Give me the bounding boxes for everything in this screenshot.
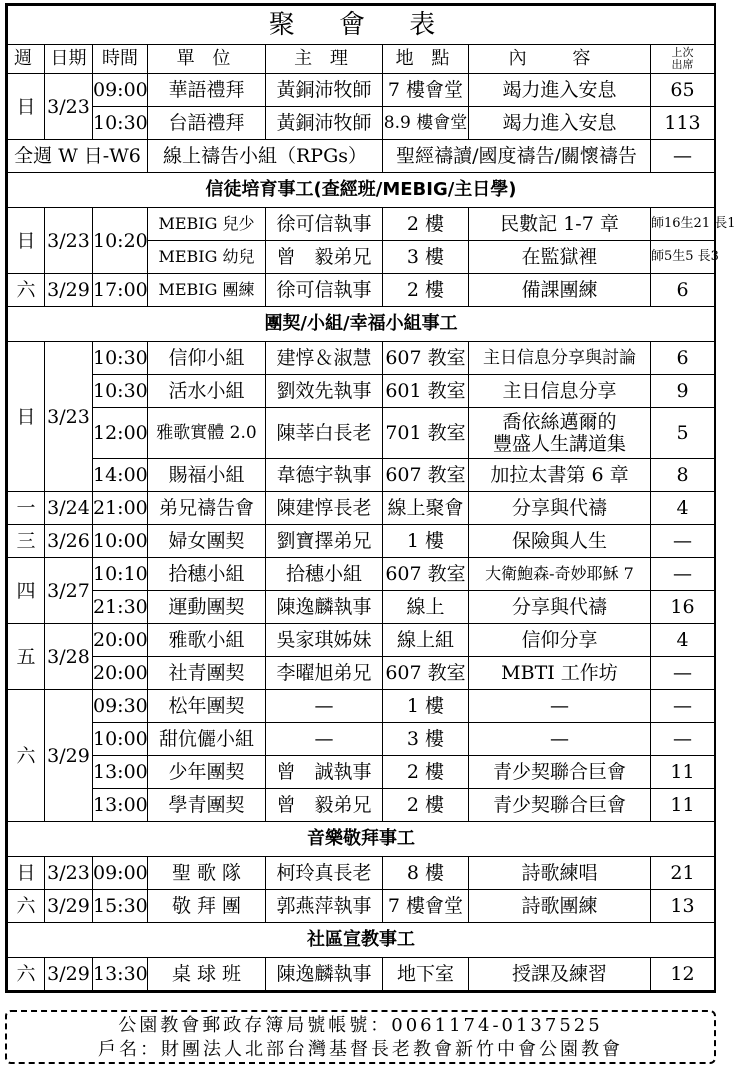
- place-cell: 線上: [383, 591, 469, 624]
- section-title: 音樂敬拜事工: [8, 822, 715, 857]
- content-cell: 備課團練: [469, 274, 651, 307]
- table-row: [8, 274, 715, 307]
- date-cell: 3/23: [45, 342, 93, 492]
- table-row: [8, 107, 715, 140]
- col-host: 主 理: [266, 45, 383, 74]
- content-line-2: 豐盛人生講道集: [492, 433, 626, 455]
- place-cell: 1 樓: [383, 690, 469, 723]
- content-cell: 青少契聯合巨會: [469, 756, 651, 789]
- unit-cell: MEBIG 團練: [148, 274, 266, 307]
- time-cell: 13:30: [93, 958, 148, 991]
- time-cell: 10:10: [93, 558, 148, 591]
- count-cell: —: [651, 140, 715, 173]
- count-cell: 8: [651, 459, 715, 492]
- day-cell: 日: [8, 857, 45, 890]
- place-cell: 607 教室: [383, 342, 469, 375]
- place-cell: 7 樓會堂: [383, 74, 469, 107]
- col-unit: 單 位: [148, 45, 266, 74]
- time-cell: 10:00: [93, 723, 148, 756]
- host-cell: 李曜旭弟兄: [266, 657, 383, 690]
- content-cell: 青少契聯合巨會: [469, 789, 651, 822]
- place-cell: 地下室: [383, 958, 469, 991]
- unit-cell: 運動團契: [148, 591, 266, 624]
- day-cell: 六: [8, 274, 45, 307]
- count-cell: 6: [651, 274, 715, 307]
- host-cell: 曾 誠執事: [266, 756, 383, 789]
- content-cell: 加拉太書第 6 章: [469, 459, 651, 492]
- place-cell: 2 樓: [383, 274, 469, 307]
- place-cell: 線上組: [383, 624, 469, 657]
- unit-cell: 婦女團契: [148, 525, 266, 558]
- place-cell: 2 樓: [383, 208, 469, 241]
- table-row: [8, 375, 715, 408]
- table-row: [8, 789, 715, 822]
- unit-cell: 拾穗小組: [148, 558, 266, 591]
- date-cell: 3/29: [45, 890, 93, 923]
- count-cell: 12: [651, 958, 715, 991]
- count-cell: 9: [651, 375, 715, 408]
- unit-cell: 學青團契: [148, 789, 266, 822]
- day-cell: 三: [8, 525, 45, 558]
- section-title: 團契/小組/幸福小組事工: [8, 307, 715, 342]
- place-cell: 2 樓: [383, 756, 469, 789]
- host-cell: 陳逸麟執事: [266, 591, 383, 624]
- time-cell: 15:30: [93, 890, 148, 923]
- place-cell: 601 教室: [383, 375, 469, 408]
- table-row: [8, 459, 715, 492]
- table-row: [8, 342, 715, 375]
- content-cell: 信仰分享: [469, 624, 651, 657]
- count-cell: 師5生5 長3: [651, 241, 715, 274]
- host-cell: 劉寶擇弟兄: [266, 525, 383, 558]
- host-cell: 吳家琪姊妹: [266, 624, 383, 657]
- day-cell: 四: [8, 558, 45, 624]
- unit-cell: 弟兄禱告會: [148, 492, 266, 525]
- content-cell: 分享與代禱: [469, 492, 651, 525]
- date-cell: 3/23: [45, 208, 93, 274]
- account-footer: [5, 1010, 716, 1064]
- count-cell: 4: [651, 624, 715, 657]
- count-cell: 21: [651, 857, 715, 890]
- page-title: 聚 會 表: [8, 6, 715, 45]
- unit-cell: 雅歌小組: [148, 624, 266, 657]
- unit-cell: MEBIG 兒少: [148, 208, 266, 241]
- time-cell: 10:20: [93, 208, 148, 274]
- place-cell: 8 樓: [383, 857, 469, 890]
- table-row: [8, 624, 715, 657]
- date-cell: 3/29: [45, 958, 93, 991]
- unit-cell: 賜福小組: [148, 459, 266, 492]
- place-cell: 2 樓: [383, 789, 469, 822]
- time-cell: 14:00: [93, 459, 148, 492]
- place-cell: 701 教室: [383, 408, 469, 459]
- table-row: [8, 890, 715, 923]
- table-row: [8, 140, 715, 173]
- col-place: 地 點: [383, 45, 469, 74]
- col-content: 內 容: [469, 45, 651, 74]
- unit-cell: 桌 球 班: [148, 958, 266, 991]
- count-cell: 11: [651, 756, 715, 789]
- table-row: [8, 558, 715, 591]
- col-last-2: 出席: [671, 58, 694, 71]
- time-cell: 12:00: [93, 408, 148, 459]
- count-cell: —: [651, 657, 715, 690]
- content-cell: 大衛鮑森-奇妙耶穌 7: [469, 558, 651, 591]
- col-last-attendance: [651, 45, 715, 74]
- table-row: [8, 958, 715, 991]
- day-cell: 五: [8, 624, 45, 690]
- host-cell: —: [266, 723, 383, 756]
- count-cell: 6: [651, 342, 715, 375]
- table-row: [8, 492, 715, 525]
- day-cell: 日: [8, 342, 45, 492]
- time-cell: 10:30: [93, 107, 148, 140]
- count-cell: 5: [651, 408, 715, 459]
- header-row: [8, 45, 715, 74]
- place-cell: 1 樓: [383, 525, 469, 558]
- date-cell: 3/29: [45, 690, 93, 822]
- table-row: [8, 74, 715, 107]
- host-cell: 郭燕萍執事: [266, 890, 383, 923]
- time-cell: 20:00: [93, 657, 148, 690]
- host-cell: 黃銅沛牧師: [266, 74, 383, 107]
- content-cell: 保險與人生: [469, 525, 651, 558]
- place-cell: 607 教室: [383, 558, 469, 591]
- time-cell: 09:30: [93, 690, 148, 723]
- content-cell: 授課及練習: [469, 958, 651, 991]
- place-cell: 3 樓: [383, 723, 469, 756]
- content-cell: 分享與代禱: [469, 591, 651, 624]
- account-number-line: 公園教會郵政存簿局號帳號：0061174-0137525: [118, 1015, 603, 1036]
- table-row: [8, 690, 715, 723]
- host-cell: 建惇＆淑慧: [266, 342, 383, 375]
- count-cell: 113: [651, 107, 715, 140]
- date-cell: 3/26: [45, 525, 93, 558]
- day-cell: 日: [8, 74, 45, 140]
- host-cell: 曾 毅弟兄: [266, 241, 383, 274]
- content-cell: 在監獄裡: [469, 241, 651, 274]
- unit-cell: 雅歌實體 2.0: [148, 408, 266, 459]
- col-date: 日期: [45, 45, 93, 74]
- host-cell: 徐可信執事: [266, 274, 383, 307]
- count-cell: —: [651, 525, 715, 558]
- host-cell: 柯玲真長老: [266, 857, 383, 890]
- unit-cell: 少年團契: [148, 756, 266, 789]
- count-cell: —: [651, 558, 715, 591]
- unit-cell: 聖 歌 隊: [148, 857, 266, 890]
- schedule-table: [7, 5, 736, 991]
- time-cell: 21:00: [93, 492, 148, 525]
- unit-cell: 華語禮拜: [148, 74, 266, 107]
- date-cell: 3/27: [45, 558, 93, 624]
- table-row: [8, 208, 715, 241]
- date-cell: 3/23: [45, 857, 93, 890]
- count-cell: —: [651, 690, 715, 723]
- content-cell: 詩歌團練: [469, 890, 651, 923]
- day-cell: 日: [8, 208, 45, 274]
- host-cell: 黃銅沛牧師: [266, 107, 383, 140]
- time-cell: 10:30: [93, 375, 148, 408]
- time-cell: 10:00: [93, 525, 148, 558]
- place-cell: 607 教室: [383, 459, 469, 492]
- table-row: [8, 657, 715, 690]
- day-cell: 六: [8, 690, 45, 822]
- date-cell: 3/23: [45, 74, 93, 140]
- section-title: 社區宣教事工: [8, 923, 715, 958]
- date-cell: 3/24: [45, 492, 93, 525]
- unit-cell: 台語禮拜: [148, 107, 266, 140]
- account-holder-line: 戶名：財團法人北部台灣基督長老教會新竹中會公園教會: [98, 1039, 623, 1060]
- place-cell: 3 樓: [383, 241, 469, 274]
- host-cell: —: [266, 690, 383, 723]
- content-cell: 詩歌練唱: [469, 857, 651, 890]
- unit-cell: 松年團契: [148, 690, 266, 723]
- unit-cell: 甜伉儷小組: [148, 723, 266, 756]
- table-row: [8, 408, 715, 459]
- count-cell: 13: [651, 890, 715, 923]
- day-cell: 六: [8, 890, 45, 923]
- content-cell: —: [469, 723, 651, 756]
- place-cell: 607 教室: [383, 657, 469, 690]
- unit-cell: 活水小組: [148, 375, 266, 408]
- unit-cell: 線上禱告小組（RPGs）: [148, 140, 383, 173]
- col-last-1: 上次: [671, 46, 694, 59]
- range-cell: 全週 W 日-W6: [8, 140, 148, 173]
- content-cell: 竭力進入安息: [469, 74, 651, 107]
- time-cell: 21:30: [93, 591, 148, 624]
- time-cell: 17:00: [93, 274, 148, 307]
- content-cell: MBTI 工作坊: [469, 657, 651, 690]
- table-row: [8, 857, 715, 890]
- count-cell: 65: [651, 74, 715, 107]
- content-cell: —: [469, 690, 651, 723]
- content-cell: 竭力進入安息: [469, 107, 651, 140]
- time-cell: 09:00: [93, 857, 148, 890]
- section-title: 信徒培育事工(查經班/MEBIG/主日學): [8, 173, 715, 208]
- host-cell: 陳莘白長老: [266, 408, 383, 459]
- place-cell: 7 樓會堂: [383, 890, 469, 923]
- table-row: [8, 756, 715, 789]
- time-cell: 09:00: [93, 74, 148, 107]
- date-cell: 3/28: [45, 624, 93, 690]
- place-cell: 線上聚會: [383, 492, 469, 525]
- day-cell: 六: [8, 958, 45, 991]
- time-cell: 13:00: [93, 756, 148, 789]
- host-cell: 曾 毅弟兄: [266, 789, 383, 822]
- host-cell: 韋德宇執事: [266, 459, 383, 492]
- content-cell: [469, 408, 651, 459]
- count-cell: 4: [651, 492, 715, 525]
- table-row: [8, 591, 715, 624]
- place-cell: 8.9 樓會堂: [383, 107, 469, 140]
- host-cell: 徐可信執事: [266, 208, 383, 241]
- host-cell: 劉效先執事: [266, 375, 383, 408]
- table-row: [8, 525, 715, 558]
- content-cell: 民數記 1-7 章: [469, 208, 651, 241]
- col-week: 週: [8, 45, 45, 74]
- table-row: [8, 723, 715, 756]
- day-cell: 一: [8, 492, 45, 525]
- count-cell: —: [651, 723, 715, 756]
- host-cell: 拾穗小組: [266, 558, 383, 591]
- unit-cell: MEBIG 幼兒: [148, 241, 266, 274]
- host-cell: 陳逸麟執事: [266, 958, 383, 991]
- date-cell: 3/29: [45, 274, 93, 307]
- unit-cell: 信仰小組: [148, 342, 266, 375]
- time-cell: 20:00: [93, 624, 148, 657]
- unit-cell: 社青團契: [148, 657, 266, 690]
- col-time: 時間: [93, 45, 148, 74]
- content-cell: 主日信息分享: [469, 375, 651, 408]
- content-cell: 聖經禱讀/國度禱告/關懷禱告: [383, 140, 651, 173]
- time-cell: 10:30: [93, 342, 148, 375]
- count-cell: 11: [651, 789, 715, 822]
- schedule-sheet: [5, 3, 736, 993]
- content-cell: 主日信息分享與討論: [469, 342, 651, 375]
- count-cell: 師16生21 長1: [651, 208, 715, 241]
- host-cell: 陳建惇長老: [266, 492, 383, 525]
- unit-cell: 敬 拜 團: [148, 890, 266, 923]
- time-cell: 13:00: [93, 789, 148, 822]
- count-cell: 16: [651, 591, 715, 624]
- content-line-1: 喬依絲邁爾的: [502, 411, 617, 433]
